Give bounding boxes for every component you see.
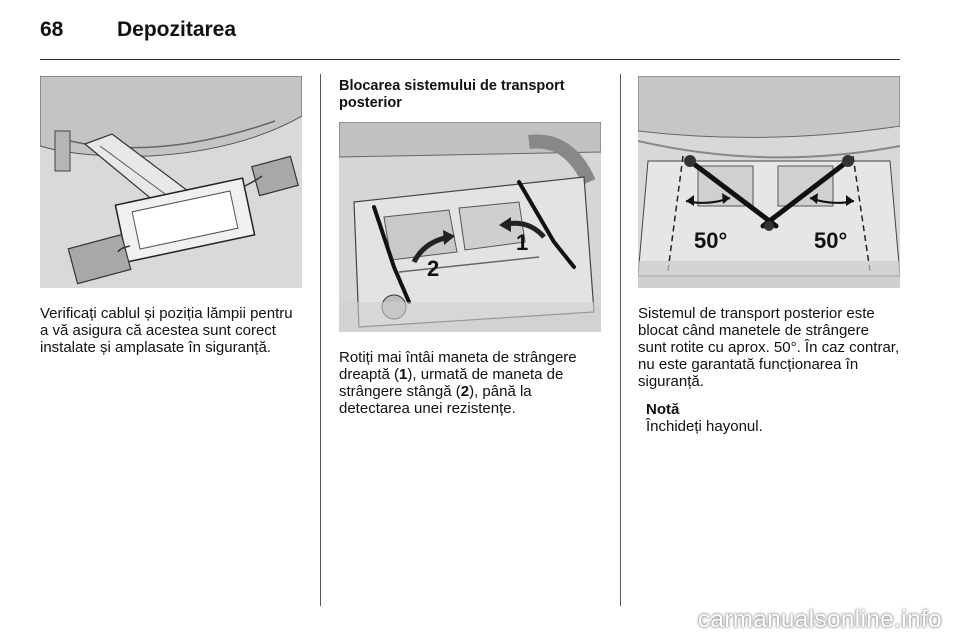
note-label: Notă — [646, 401, 680, 418]
column-divider-2 — [620, 74, 621, 606]
figure-carrier-levers — [339, 122, 601, 332]
column2-paragraph-part3: ), până la detectarea unei rezistențe. — [339, 383, 532, 417]
column2-paragraph — [339, 349, 601, 417]
section-heading: Blocarea sistemului de transport posterior — [339, 78, 565, 111]
figure-label-2: 2 — [427, 256, 440, 281]
column3-paragraph: Sistemul de transport posterior este blocat când manetele de strângere sunt rotite cu aprox. 50°. În caz contrar, nu este garantată funcționarea în siguranță. — [638, 305, 900, 390]
note-text: Închideți hayonul. — [646, 418, 763, 435]
column1-paragraph: Verificați cablul și poziția lămpii pentru a vă asigura că acestea sunt corect instalate și amplasate în siguranță. — [40, 305, 293, 356]
column2-paragraph-part2: ), urmată de maneta de strângere stângă ( — [339, 366, 564, 400]
page-number: 68 — [40, 18, 64, 41]
column2-paragraph-part1: Rotiți mai întâi maneta de strângere dreaptă ( — [339, 349, 577, 383]
figure-label-1: 1 — [516, 230, 529, 255]
ref-lever-1: 1 — [399, 366, 408, 383]
page-title: Depozitarea — [117, 18, 237, 41]
license-plate-lamp-icon — [40, 76, 302, 288]
figure-lever-angle — [638, 76, 900, 288]
angle-label-left: 50° — [694, 228, 728, 253]
ref-lever-2: 2 — [460, 383, 470, 400]
figure-license-plate-lamp — [40, 76, 302, 288]
watermark: carmanualsonline.info — [698, 606, 942, 633]
lever-angle-icon — [638, 76, 900, 288]
carrier-levers-icon — [339, 122, 601, 332]
header-rule — [40, 59, 900, 60]
column-divider-1 — [320, 74, 321, 606]
angle-label-right: 50° — [814, 228, 848, 253]
